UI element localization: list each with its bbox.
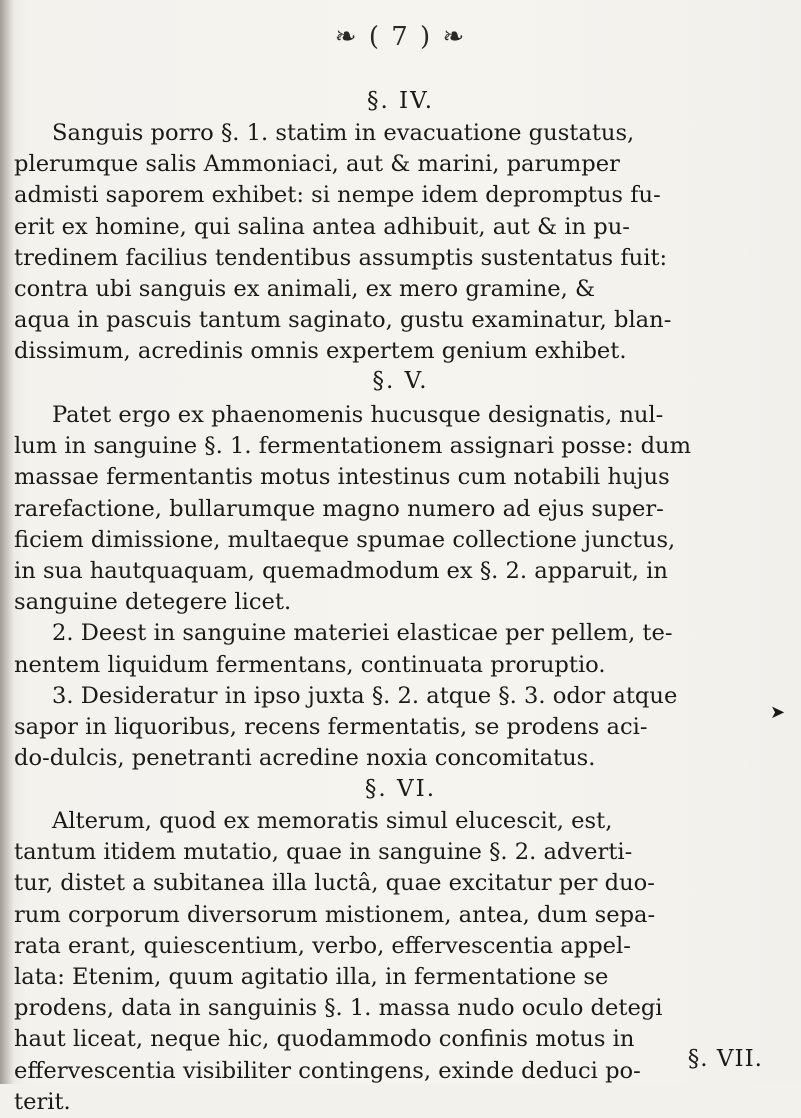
paragraph-3 bbox=[14, 806, 774, 1118]
text-line: tredinem facilius tendentibus assumptis sustentatus fuit: bbox=[14, 244, 668, 271]
text-line: 2. Deest in sanguine materiei elasticae per pellem, te- bbox=[52, 620, 673, 647]
text-line: rum corporum diversorum mistionem, antea, dum sepa- bbox=[14, 901, 656, 928]
paragraph-1 bbox=[14, 118, 774, 368]
text-line: admisti saporem exhibet: si nempe idem depromptus fu- bbox=[14, 182, 661, 209]
text-line: sapor in liquoribus, recens fermentatis, se prodens aci- bbox=[14, 714, 648, 741]
text-line: Sanguis porro §. 1. statim in evacuatione gustatus, bbox=[52, 120, 635, 146]
text-line: tur, distet a subitanea illa luctâ, quae excitatur per duo- bbox=[14, 870, 655, 897]
page-header: ❧ ( 7 ) ❧ bbox=[334, 22, 467, 52]
paragraph-2 bbox=[14, 400, 774, 774]
text-line: contra ubi sanguis ex animali, ex mero gramine, & bbox=[14, 276, 596, 303]
text-line: dissimum, acredinis omnis expertem genium exhibet. bbox=[14, 338, 627, 365]
text-line: nentem liquidum fermentans, continuata proruptio. bbox=[14, 651, 606, 678]
text-line: Patet ergo ex phaenomenis hucusque designatis, nul- bbox=[52, 402, 664, 428]
text-line: effervescentia visibiliter contingens, exinde deduci po- bbox=[14, 1057, 641, 1084]
text-line: lata: Etenim, quum agitatio illa, in fermentatione se bbox=[14, 964, 609, 991]
section-heading-v: §. V. bbox=[372, 368, 429, 394]
text-line: erit ex homine, qui salina antea adhibuit, aut & in pu- bbox=[14, 213, 630, 240]
text-line: prodens, data in sanguinis §. 1. massa nudo oculo detegi bbox=[14, 995, 663, 1022]
binding-shadow bbox=[0, 0, 14, 1084]
text-line: ficiem dimissione, multaeque spumae collectione junctus, bbox=[14, 526, 676, 553]
text-line: rarefactione, bullarumque magno numero ad ejus super- bbox=[14, 495, 664, 522]
text-line: 3. Desideratur in ipso juxta §. 2. atque §. 3. odor atque bbox=[52, 682, 678, 709]
text-line: lum in sanguine §. 1. fermentationem assignari posse: dum bbox=[14, 433, 692, 460]
catchword: §. VII. bbox=[687, 1046, 763, 1072]
text-line: rata erant, quiescentium, verbo, effervescentia appel- bbox=[14, 932, 631, 959]
section-heading-vi: §. VI. bbox=[364, 776, 437, 802]
text-line: terit. bbox=[14, 1088, 71, 1115]
margin-mark-icon: ➤ bbox=[770, 702, 786, 723]
text-line: plerumque salis Ammoniaci, aut & marini, parumper bbox=[14, 151, 620, 178]
text-line: do-dulcis, penetranti acredine noxia concomitatus. bbox=[14, 745, 596, 772]
text-line: in sua hautquaquam, quemadmodum ex §. 2. apparuit, in bbox=[14, 558, 668, 585]
text-line: sanguine detegere licet. bbox=[14, 589, 292, 616]
text-line: aqua in pascuis tantum saginato, gustu examinatur, blan- bbox=[14, 307, 672, 334]
section-heading-iv: §. IV. bbox=[366, 88, 435, 114]
text-line: tantum itidem mutatio, quae in sanguine §. 2. adverti- bbox=[14, 839, 633, 866]
text-line: massae fermentantis motus intestinus cum notabili hujus bbox=[14, 464, 670, 491]
text-line: Alterum, quod ex memoratis simul elucescit, est, bbox=[52, 808, 613, 834]
text-line: haut liceat, neque hic, quodammodo confinis motus in bbox=[14, 1026, 635, 1053]
